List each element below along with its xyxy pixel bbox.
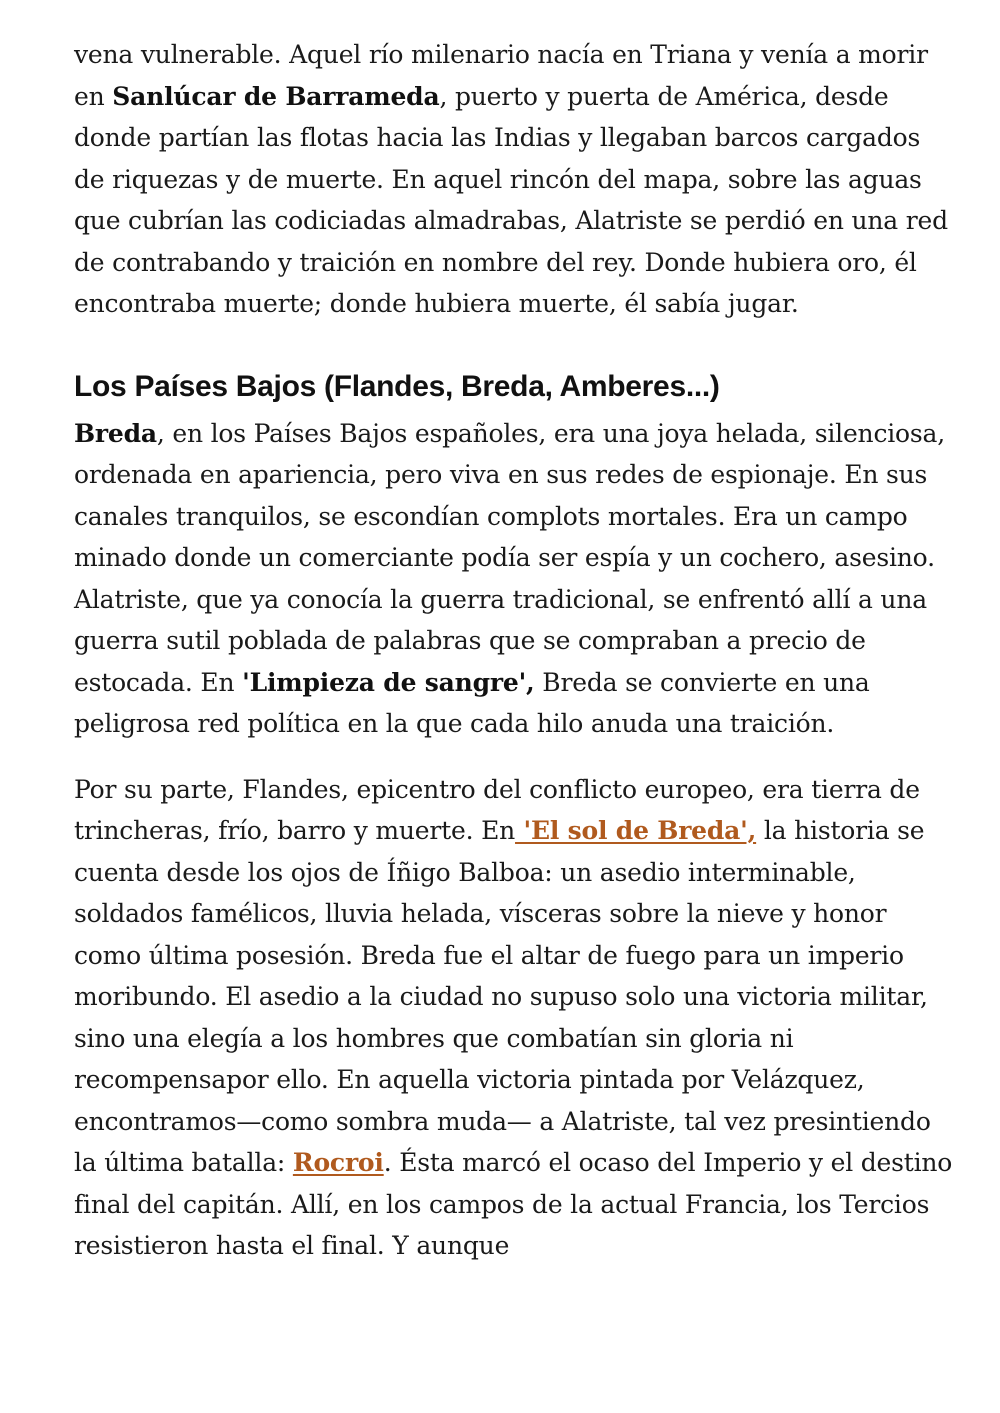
bold-sanlucar: Sanlúcar de Barrameda xyxy=(112,81,440,111)
paragraph-breda xyxy=(74,413,954,745)
paragraph-text: Breda se convierte en una peligrosa red política en la que cada hilo anuda una traición. xyxy=(74,667,870,738)
bold-breda: Breda xyxy=(74,418,157,448)
paragraph-text: , puerto y puerta de América, desde donde partían las flotas hacia las Indias y llegaban barcos cargados de riquezas y de muerte. En aquel rincón del mapa, sobre las aguas que cubrían las codiciadas almadrabas, Alatriste se perdió en una red de contrabando y traición en nombre del rey. Donde hubiera oro, él encontraba muerte; donde hubiera muerte, él sabía jugar. xyxy=(74,81,948,318)
paragraph-flandes xyxy=(74,769,954,1267)
article-body xyxy=(74,34,954,1267)
link-el-sol-de-breda[interactable]: 'El sol de Breda', xyxy=(515,816,757,845)
bold-limpieza-de-sangre: 'Limpieza de sangre', xyxy=(242,667,535,697)
paragraph-text: Por su parte, Flandes, epicentro del conflicto europeo, era tierra de trincheras, frío, barro y muerte. En xyxy=(74,774,920,845)
paragraph-text: , en los Países Bajos españoles, era una joya helada, silenciosa, ordenada en apariencia, pero viva en sus redes de espionaje. En sus canales tranquilos, se escondían complots mortales. Era un campo minado donde un comerciante podía ser espía y un cochero, asesino. Alatriste, que ya conocía la guerra tradicional, se enfrentó allí a una guerra sutil poblada de palabras que se compraban a precio de estocada. En xyxy=(74,418,945,697)
section-heading-paises-bajos: Los Países Bajos (Flandes, Breda, Amberes...) xyxy=(74,369,720,403)
paragraph-sanlucar xyxy=(74,34,954,325)
paragraph-text: vena vulnerable. Aquel río milenario nacía en Triana y venía a morir en xyxy=(74,40,928,111)
paragraph-text: la historia se cuenta desde los ojos de Íñigo Balboa: un asedio interminable, soldados famélicos, lluvia helada, vísceras sobre la nieve y honor como última posesión. Breda fue el altar de fuego para un imperio moribundo. El asedio a la ciudad no supuso solo una victoria militar, sino una elegía a los hombres que combatían sin gloria ni recompensapor ello. En aquella victoria pintada por Velázquez, encontramos—como sombra muda— a Alatriste, tal vez presintiendo la última batalla: xyxy=(74,816,931,1177)
paragraph-text: . Ésta marcó el ocaso del Imperio y el destino final del capitán. Allí, en los campos de la actual Francia, los Tercios resistieron hasta el final. Y aunque xyxy=(74,1148,953,1260)
link-rocroi[interactable]: Rocroi xyxy=(292,1148,384,1177)
